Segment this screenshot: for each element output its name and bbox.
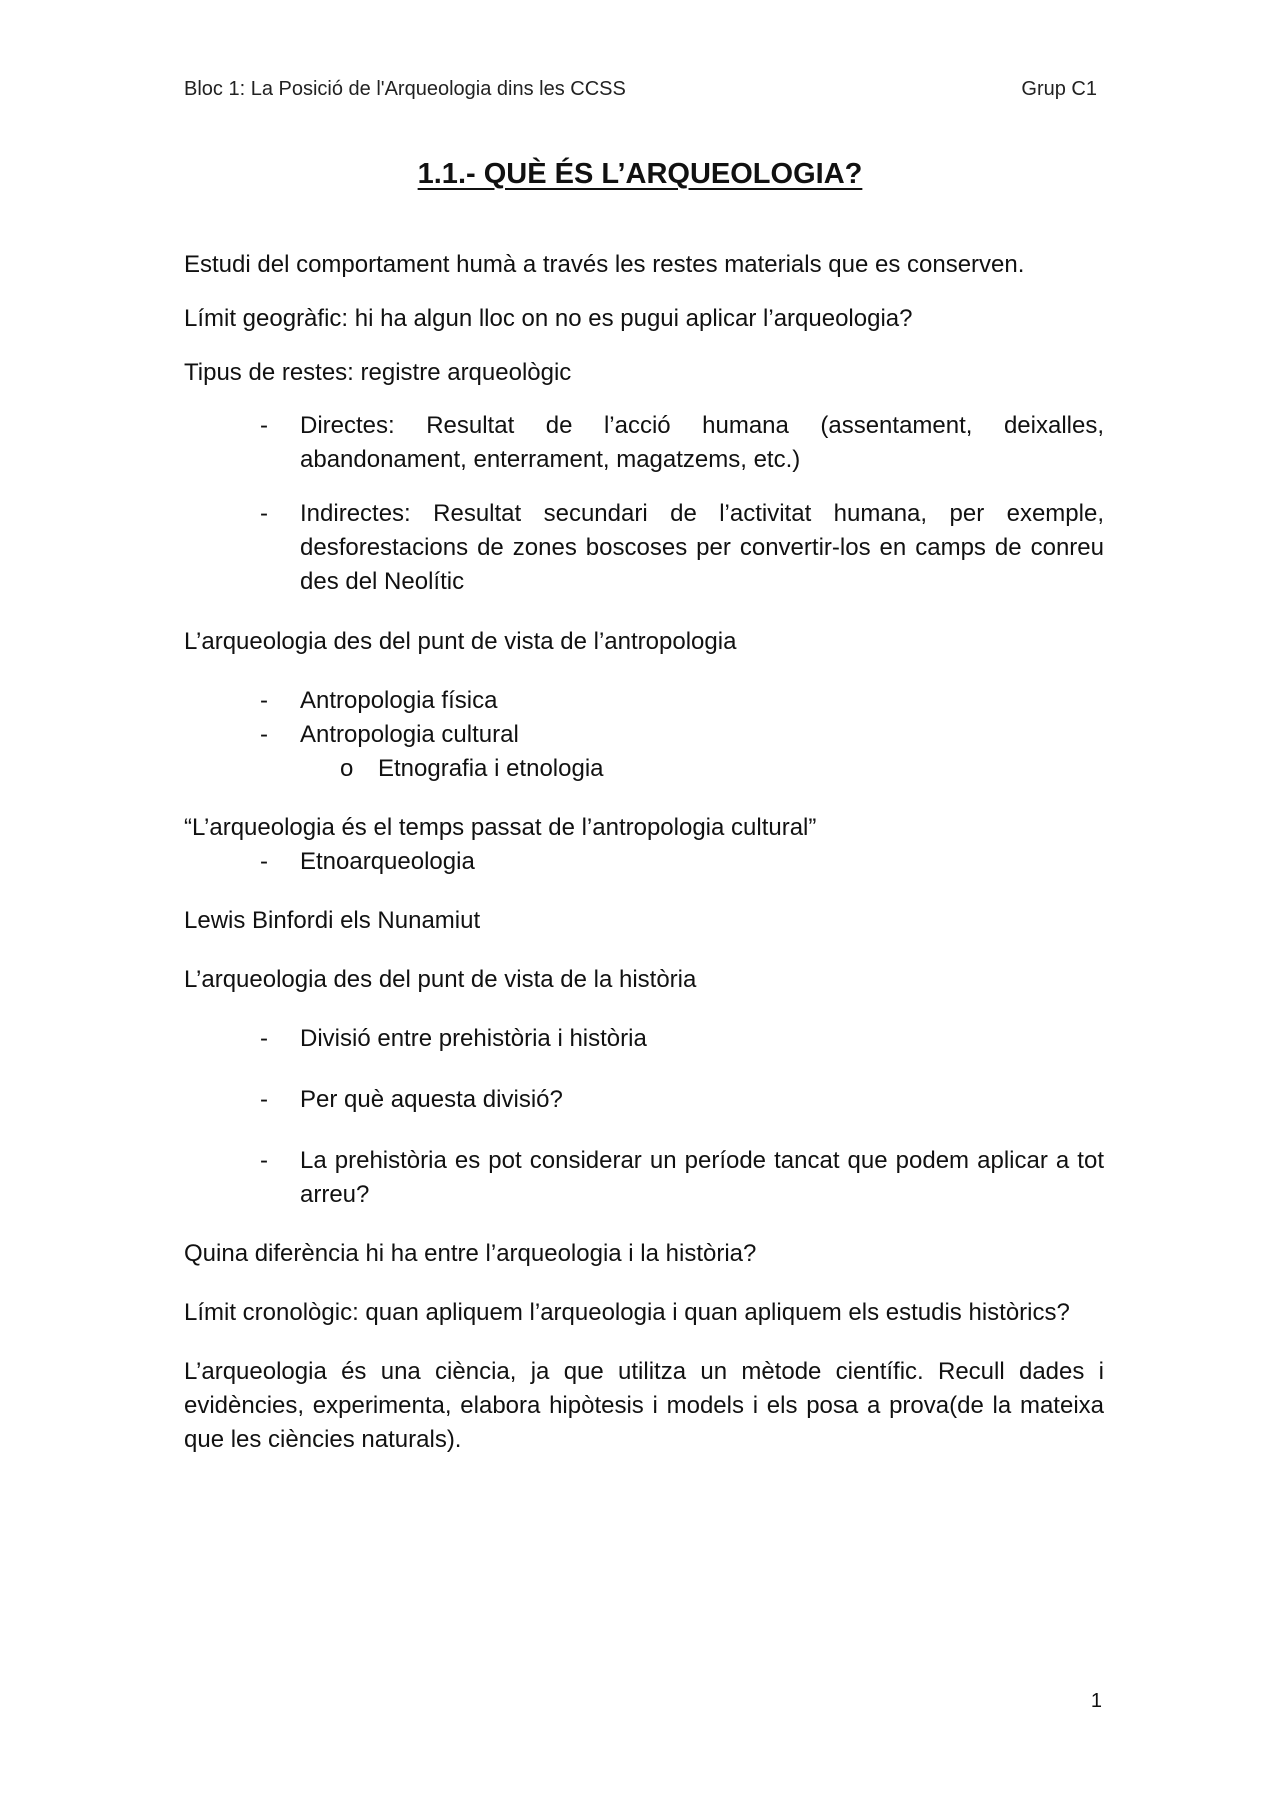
list-item-text: Etnoarqueologia [300,848,475,875]
list-item-text: Directes: Resultat de l’acció humana (assentament, deixalles, abandonament, enterrament, magatzems, etc.) [300,412,1104,473]
list-item [184,1022,1104,1056]
paragraph: Límit geogràfic: hi ha algun lloc on no es pugui aplicar l’arqueologia? [184,305,913,332]
list-item [184,845,1104,879]
list-item [184,684,1104,718]
list-item-text: Etnografia i etnologia [378,755,604,782]
page-title: 1.1.- QUÈ ÉS L’ARQUEOLOGIA? [417,158,863,190]
dash-bullet: - [260,848,268,875]
paragraph: Lewis Binfordi els Nunamiut [184,907,481,934]
header-left: Bloc 1: La Posició de l'Arqueologia dins les CCSS [184,78,626,100]
paragraph: L’arqueologia és una ciència, ja que utilitza un mètode científic. Recull dades i evidències, experimenta, elabora hipòtesis i models i els posa a prova(de la mateixa que les ciències naturals). [184,1358,1104,1453]
dash-bullet: - [260,1147,268,1174]
list-item-text: Antropologia cultural [300,721,519,748]
dash-bullet: - [260,1086,268,1113]
dash-bullet: - [260,412,268,439]
circle-bullet: o [340,755,354,782]
list-item-text: Antropologia física [300,687,498,714]
document-body [184,248,1104,1457]
quote-paragraph: “L’arqueologia és el temps passat de l’antropologia cultural” [184,814,817,841]
list-item-text: La prehistòria es pot considerar un període tancat que podem aplicar a tot arreu? [300,1147,1104,1208]
list-item [184,1083,1104,1117]
dash-bullet: - [260,721,268,748]
paragraph: Estudi del comportament humà a través les restes materials que es conserven. [184,251,1025,278]
dash-bullet: - [260,687,268,714]
list-item [184,1144,1104,1212]
paragraph: Quina diferència hi ha entre l’arqueologia i la història? [184,1240,757,1267]
paragraph: L’arqueologia des del punt de vista de la història [184,966,697,993]
paragraph: L’arqueologia des del punt de vista de l’antropologia [184,628,737,655]
dash-bullet: - [260,1025,268,1052]
list-item-text: Indirectes: Resultat secundari de l’activitat humana, per exemple, desforestacions de zones boscoses per convertir-los en camps de conreu des del Neolític [300,500,1104,595]
dash-bullet: - [260,500,268,527]
header-right: Grup C1 [1021,78,1097,100]
list-item [184,497,1104,599]
list-item-text: Divisió entre prehistòria i història [300,1025,647,1052]
paragraph: Límit cronològic: quan apliquem l’arqueologia i quan apliquem els estudis històrics? [184,1299,1070,1326]
sub-list-item [184,752,1104,786]
page-number: 1 [1090,1690,1102,1712]
paragraph: Tipus de restes: registre arqueològic [184,359,572,386]
list-item [184,718,1104,752]
list-item [184,409,1104,477]
list-item-text: Per què aquesta divisió? [300,1086,563,1113]
